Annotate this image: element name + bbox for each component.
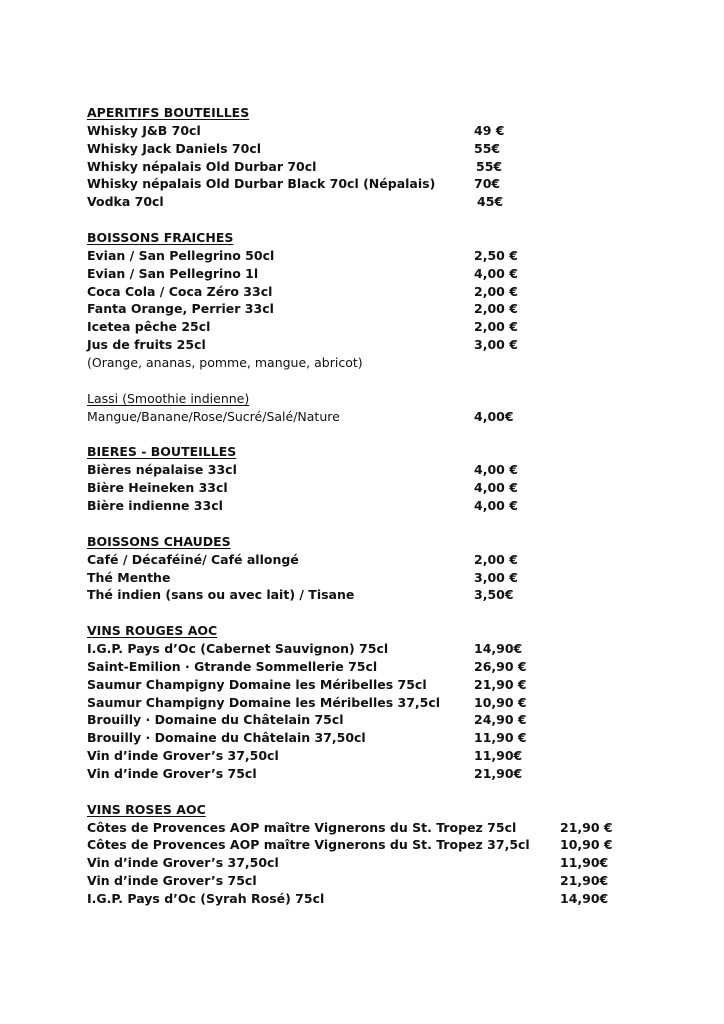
menu-item xyxy=(87,140,647,158)
menu-item xyxy=(87,872,647,890)
item-price: 3,50€ xyxy=(474,587,514,603)
section-title: VINS ROUGES AOC xyxy=(87,623,218,639)
item-name: Icetea pêche 25cl xyxy=(87,319,211,335)
item-name: Côtes de Provences AOP maître Vignerons du St. Tropez 75cl xyxy=(87,819,517,835)
section-boissons-chaudes xyxy=(87,533,647,604)
menu-item xyxy=(87,497,647,515)
item-note: (Orange, ananas, pomme, mangue, abricot) xyxy=(87,354,363,370)
item-name: Vin d’inde Grover’s 75cl xyxy=(87,765,257,781)
item-name: Whisky népalais Old Durbar 70cl xyxy=(87,158,317,174)
section-title: BIERES - BOUTEILLES xyxy=(87,444,237,460)
item-name: Bières népalaise 33cl xyxy=(87,462,237,478)
menu-item xyxy=(87,336,647,354)
item-name: Vodka 70cl xyxy=(87,194,164,210)
item-price: 55€ xyxy=(474,140,501,156)
item-name: Whisky népalais Old Durbar Black 70cl (Népalais) xyxy=(87,176,436,192)
item-price: 26,90 € xyxy=(474,658,527,674)
menu-item xyxy=(87,676,647,694)
item-price: 4,00 € xyxy=(474,497,518,513)
item-name: Whisky Jack Daniels 70cl xyxy=(87,140,262,156)
item-name: Jus de fruits 25cl xyxy=(87,336,206,352)
item-price: 14,90€ xyxy=(560,890,609,906)
menu-item xyxy=(87,819,647,837)
item-price: 3,00 € xyxy=(474,336,518,352)
item-name: Fanta Orange, Perrier 33cl xyxy=(87,301,274,317)
section-title: BOISSONS FRAICHES xyxy=(87,229,234,245)
menu-item xyxy=(87,479,647,497)
menu-item xyxy=(87,283,647,301)
item-price: 70€ xyxy=(474,176,501,192)
item-price: 24,90 € xyxy=(474,712,527,728)
menu-item xyxy=(87,854,647,872)
menu-item xyxy=(87,747,647,765)
section-lassi xyxy=(87,390,647,426)
item-name: Bière Heineken 33cl xyxy=(87,480,228,496)
item-price: 21,90 € xyxy=(474,676,527,692)
item-name: Thé Menthe xyxy=(87,569,171,585)
item-name: Coca Cola / Coca Zéro 33cl xyxy=(87,283,273,299)
item-price: 2,00 € xyxy=(474,319,518,335)
item-price: 21,90€ xyxy=(560,872,609,888)
section-title: APERITIFS BOUTEILLES xyxy=(87,105,250,120)
menu-item xyxy=(87,729,647,747)
item-price: 4,00 € xyxy=(474,265,518,281)
section-boissons-fraiches xyxy=(87,229,647,372)
item-price: 21,90€ xyxy=(474,765,523,781)
menu-item xyxy=(87,122,647,140)
item-name: Brouilly · Domaine du Châtelain 75cl xyxy=(87,712,344,728)
item-name: Saumur Champigny Domaine les Méribelles 37,5cl xyxy=(87,694,441,710)
menu-item xyxy=(87,890,647,908)
item-name: Bière indienne 33cl xyxy=(87,497,223,513)
section-vins-rouges xyxy=(87,622,647,782)
section-aperitifs xyxy=(87,104,647,211)
item-name: Vin d’inde Grover’s 37,50cl xyxy=(87,747,279,763)
item-price: 21,90 € xyxy=(560,819,613,835)
item-name: I.G.P. Pays d’Oc (Cabernet Sauvignon) 75cl xyxy=(87,641,389,657)
item-price: 14,90€ xyxy=(474,641,523,657)
menu-item xyxy=(87,658,647,676)
item-name: Evian / San Pellegrino 1l xyxy=(87,265,259,281)
item-price: 10,90 € xyxy=(474,694,527,710)
item-price: 10,90 € xyxy=(560,837,613,853)
item-price: 49 € xyxy=(474,123,505,138)
menu-item xyxy=(87,175,647,193)
section-title: BOISSONS CHAUDES xyxy=(87,533,231,549)
item-price: 2,50 € xyxy=(474,247,518,263)
item-name: Vin d’inde Grover’s 37,50cl xyxy=(87,855,279,871)
menu-item xyxy=(87,836,647,854)
item-name: Brouilly · Domaine du Châtelain 37,50cl xyxy=(87,730,366,746)
menu-item xyxy=(87,765,647,783)
item-name: Thé indien (sans ou avec lait) / Tisane xyxy=(87,587,355,603)
item-name: Côtes de Provences AOP maître Vignerons du St. Tropez 37,5cl xyxy=(87,837,530,853)
item-name: I.G.P. Pays d’Oc (Syrah Rosé) 75cl xyxy=(87,890,325,906)
item-price: 55€ xyxy=(476,158,503,174)
item-price: 2,00 € xyxy=(474,301,518,317)
section-bieres xyxy=(87,443,647,514)
item-name: Saint-Emilion · Gtrande Sommellerie 75cl xyxy=(87,658,378,674)
item-name: Mangue/Banane/Rose/Sucré/Salé/Nature xyxy=(87,408,340,424)
menu-item xyxy=(87,247,647,265)
item-name: Café / Décaféiné/ Café allongé xyxy=(87,551,299,567)
section-title: Lassi (Smoothie indienne) xyxy=(87,390,250,406)
drinks-menu xyxy=(87,104,647,926)
menu-item xyxy=(87,694,647,712)
menu-item xyxy=(87,461,647,479)
item-price: 11,90€ xyxy=(560,855,609,871)
menu-item xyxy=(87,586,647,604)
item-name: Vin d’inde Grover’s 75cl xyxy=(87,872,257,888)
menu-item xyxy=(87,193,647,211)
menu-item xyxy=(87,300,647,318)
menu-item xyxy=(87,711,647,729)
section-title: VINS ROSES AOC xyxy=(87,801,206,817)
item-price: 2,00 € xyxy=(474,283,518,299)
item-price: 11,90 € xyxy=(474,730,527,746)
item-price: 3,00 € xyxy=(474,569,518,585)
item-name: Saumur Champigny Domaine les Méribelles 75cl xyxy=(87,676,427,692)
menu-item xyxy=(87,408,647,426)
item-name: Evian / San Pellegrino 50cl xyxy=(87,247,275,263)
menu-item xyxy=(87,265,647,283)
section-vins-roses xyxy=(87,801,647,908)
item-price: 45€ xyxy=(477,194,504,210)
item-name: Whisky J&B 70cl xyxy=(87,123,201,138)
item-price: 4,00 € xyxy=(474,462,518,478)
menu-item xyxy=(87,551,647,569)
item-price: 4,00 € xyxy=(474,480,518,496)
menu-item xyxy=(87,569,647,587)
item-price: 2,00 € xyxy=(474,551,518,567)
menu-item xyxy=(87,318,647,336)
item-price: 4,00€ xyxy=(474,408,514,424)
item-price: 11,90€ xyxy=(474,747,523,763)
menu-item xyxy=(87,640,647,658)
menu-item xyxy=(87,158,647,176)
